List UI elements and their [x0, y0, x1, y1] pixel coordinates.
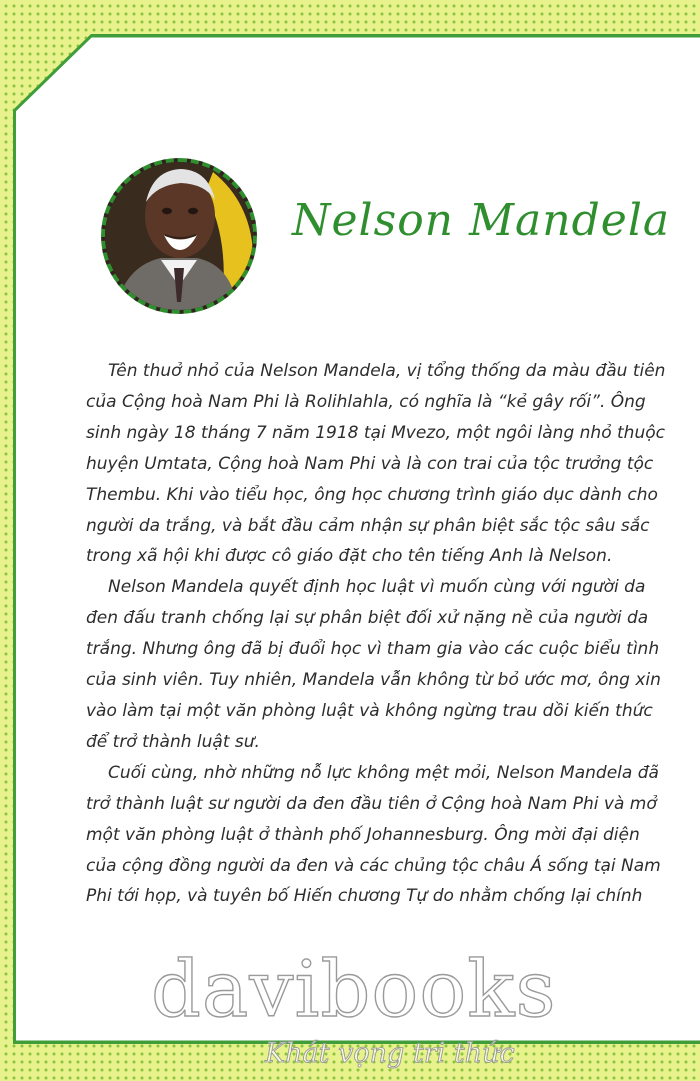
- text-line: vào làm tại một văn phòng luật và không ngừng trau dồi kiến thức: [86, 700, 653, 721]
- text-line: một văn phòng luật ở thành phố Johannesburg. Ông mời đại diện: [86, 824, 640, 845]
- portrait-image: [101, 158, 257, 314]
- text-line: đen đấu tranh chống lại sự phân biệt đối xử nặng nề của người da: [86, 608, 649, 629]
- text-line: Cuối cùng, nhờ những nỗ lực không mệt mỏi, Nelson Mandela đã: [108, 762, 659, 783]
- page-title: Nelson Mandela: [292, 195, 671, 246]
- article-body: [86, 356, 686, 912]
- text-line: Tên thuở nhỏ của Nelson Mandela, vị tổng thống da màu đầu tiên: [108, 361, 666, 381]
- text-line: người da trắng, và bắt đầu cảm nhận sự phân biệt sắc tộc sâu sắc: [86, 515, 650, 536]
- portrait-illustration: [105, 162, 253, 310]
- paragraph-1: [86, 356, 686, 572]
- watermark-tagline: Khát vọng tri thức: [265, 1038, 515, 1069]
- text-line: trở thành luật sư người da đen đầu tiên ở Cộng hoà Nam Phi và mở: [86, 793, 657, 814]
- text-line: sinh ngày 18 tháng 7 năm 1918 tại Mvezo, một ngôi làng nhỏ thuộc: [86, 422, 665, 443]
- paragraph-3: [86, 758, 686, 913]
- text-line: Thembu. Khi vào tiểu học, ông học chương trình giáo dục dành cho: [86, 484, 658, 505]
- text-line: Phi tới họp, và tuyên bố Hiến chương Tự do nhằm chống lại chính: [86, 886, 643, 907]
- watermark-logo: davibooks: [151, 945, 557, 1035]
- text-line: của Cộng hoà Nam Phi là Rolihlahla, có nghĩa là “kẻ gây rối”. Ông: [86, 391, 646, 412]
- text-line: của cộng đồng người da đen và các chủng tộc châu Á sống tại Nam: [86, 855, 661, 876]
- text-line: trong xã hội khi được cô giáo đặt cho tên tiếng Anh là Nelson.: [86, 546, 613, 567]
- text-line: trắng. Nhưng ông đã bị đuổi học vì tham gia vào các cuộc biểu tình: [86, 639, 660, 660]
- text-line: để trở thành luật sư.: [86, 731, 260, 752]
- text-line: huyện Umtata, Cộng hoà Nam Phi và là con trai của tộc trưởng tộc: [86, 453, 654, 474]
- text-line: Nelson Mandela quyết định học luật vì muốn cùng với người da: [108, 577, 646, 598]
- text-line: của sinh viên. Tuy nhiên, Mandela vẫn không từ bỏ ước mơ, ông xin: [86, 670, 661, 691]
- paragraph-2: [86, 572, 686, 757]
